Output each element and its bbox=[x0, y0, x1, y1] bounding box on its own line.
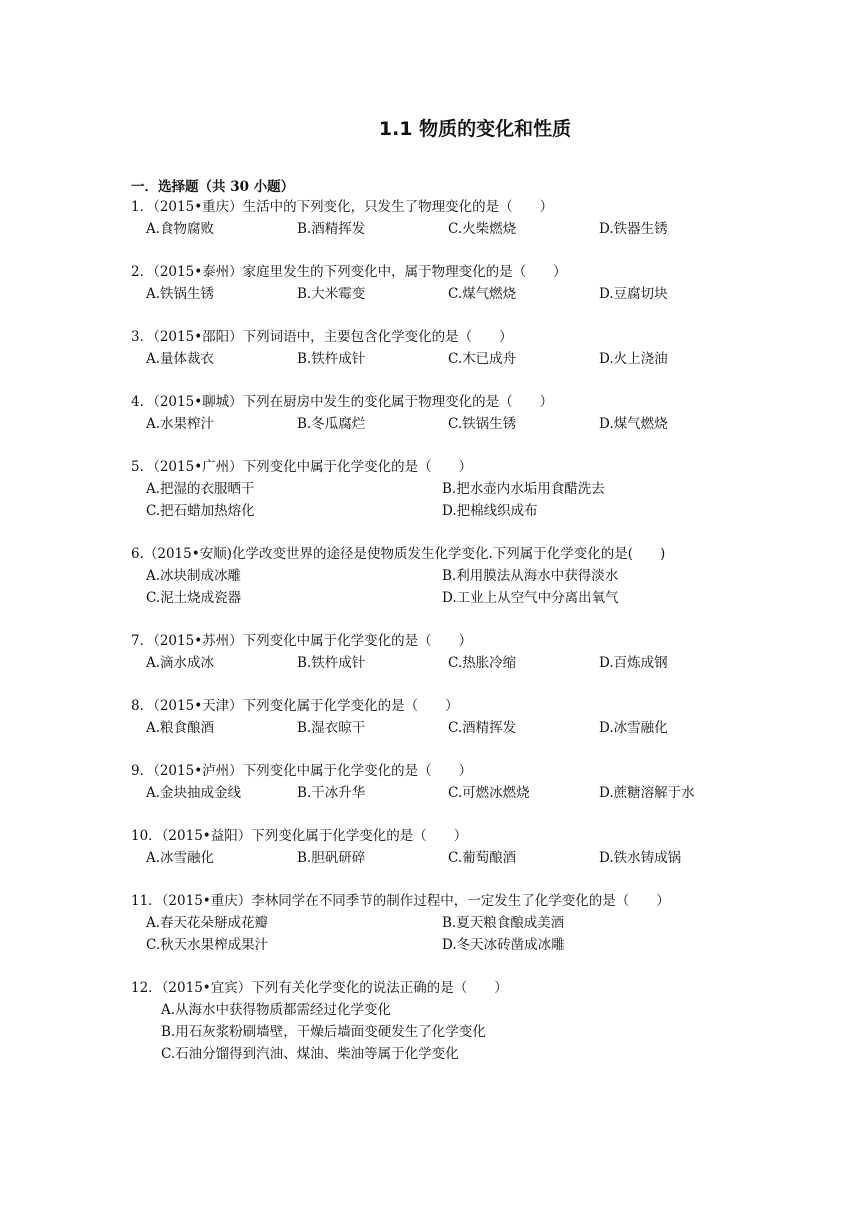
answer-option: B.用石灰浆粉刷墙壁，干燥后墙面变硬发生了化学变化 bbox=[161, 1024, 486, 1040]
answer-option: B.大米霉变 bbox=[297, 286, 366, 302]
answer-option: B.利用膜法从海水中获得淡水 bbox=[442, 568, 619, 584]
answer-option: A.滴水成冰 bbox=[146, 655, 215, 671]
question-6 bbox=[131, 543, 771, 609]
answer-option: D.铁器生锈 bbox=[599, 221, 668, 237]
answer-option: A.冰块制成冰雕 bbox=[146, 568, 242, 584]
answer-option: A.铁锅生锈 bbox=[146, 286, 215, 302]
answer-option: C.煤气燃烧 bbox=[448, 286, 517, 302]
answer-option: B.把水壶内水垢用食醋洗去 bbox=[442, 481, 605, 497]
option-group bbox=[131, 847, 771, 869]
answer-option: C.木已成舟 bbox=[448, 351, 517, 367]
option-group bbox=[131, 413, 771, 435]
answer-option: D.冰雪融化 bbox=[599, 720, 668, 736]
question-stem: 1．（2015•重庆）生活中的下列变化，只发生了物理变化的是（ ） bbox=[131, 199, 554, 215]
answer-option: C.秋天水果榨成果汁 bbox=[146, 937, 269, 953]
answer-option: A.食物腐败 bbox=[146, 221, 215, 237]
answer-option: B.夏天粮食酿成美酒 bbox=[442, 915, 565, 931]
question-stem: 6.（2015•安顺)化学改变世界的途径是使物质发生化学变化.下列属于化学变化的是( ) bbox=[131, 546, 666, 562]
question-stem: 5．（2015•广州）下列变化中属于化学变化的是（ ） bbox=[131, 459, 473, 475]
question-5 bbox=[131, 456, 771, 522]
answer-option: C.葡萄酿酒 bbox=[448, 850, 517, 866]
answer-option: C.可燃冰燃烧 bbox=[448, 785, 530, 801]
answer-option: C.泥土烧成瓷器 bbox=[146, 590, 242, 606]
question-stem: 7．（2015•苏州）下列变化中属于化学变化的是（ ） bbox=[131, 633, 473, 649]
answer-option: B.铁杵成针 bbox=[297, 351, 366, 367]
question-1 bbox=[131, 196, 771, 240]
answer-option: D.把棉线织成布 bbox=[442, 503, 538, 519]
question-stem: 8．（2015•天津）下列变化属于化学变化的是（ ） bbox=[131, 698, 459, 714]
answer-option: B.铁杵成针 bbox=[297, 655, 366, 671]
option-group bbox=[131, 478, 771, 522]
option-group bbox=[131, 218, 771, 240]
answer-option: C.把石蜡加热熔化 bbox=[146, 503, 255, 519]
answer-option: A.水果榨汁 bbox=[146, 416, 215, 432]
option-group bbox=[131, 348, 771, 370]
answer-option: A.粮食酿酒 bbox=[146, 720, 215, 736]
question-stem: 4．（2015•聊城）下列在厨房中发生的变化属于物理变化的是（ ） bbox=[131, 394, 554, 410]
answer-option: B.酒精挥发 bbox=[297, 221, 366, 237]
option-group bbox=[131, 283, 771, 305]
option-group bbox=[131, 999, 771, 1065]
question-11 bbox=[131, 890, 771, 956]
section-heading: 一．选择题（共 30 小题） bbox=[131, 179, 295, 195]
question-stem: 11．（2015•重庆）李林同学在不同季节的制作过程中，一定发生了化学变化的是（ ） bbox=[131, 893, 670, 909]
page-title: 1.1 物质的变化和性质 bbox=[378, 118, 572, 140]
question-stem: 2．（2015•泰州）家庭里发生的下列变化中，属于物理变化的是（ ） bbox=[131, 264, 567, 280]
question-stem: 10．（2015•益阳）下列变化属于化学变化的是（ ） bbox=[131, 828, 468, 844]
answer-option: C.火柴燃烧 bbox=[448, 221, 517, 237]
question-4 bbox=[131, 391, 771, 435]
option-group bbox=[131, 912, 771, 956]
question-stem: 9．（2015•泸州）下列变化中属于化学变化的是（ ） bbox=[131, 763, 473, 779]
option-group bbox=[131, 565, 771, 609]
answer-option: B.冬瓜腐烂 bbox=[297, 416, 366, 432]
answer-option: C.热胀冷缩 bbox=[448, 655, 517, 671]
answer-option: D.豆腐切块 bbox=[599, 286, 668, 302]
answer-option: A.冰雪融化 bbox=[146, 850, 215, 866]
answer-option: B.湿衣晾干 bbox=[297, 720, 366, 736]
option-group bbox=[131, 717, 771, 739]
question-stem: 3．（2015•邵阳）下列词语中，主要包含化学变化的是（ ） bbox=[131, 329, 513, 345]
answer-option: D.百炼成钢 bbox=[599, 655, 668, 671]
question-10 bbox=[131, 825, 771, 869]
answer-option: A.春天花朵掰成花瓣 bbox=[146, 915, 269, 931]
answer-option: B.干冰升华 bbox=[297, 785, 366, 801]
answer-option: D.冬天冰砖凿成冰雕 bbox=[442, 937, 565, 953]
option-group bbox=[131, 652, 771, 674]
question-8 bbox=[131, 695, 771, 739]
answer-option: D.蔗糖溶解于水 bbox=[599, 785, 695, 801]
answer-option: D.火上浇油 bbox=[599, 351, 668, 367]
answer-option: A.金块抽成金线 bbox=[146, 785, 242, 801]
answer-option: C.酒精挥发 bbox=[448, 720, 517, 736]
question-3 bbox=[131, 326, 771, 370]
answer-option: D.工业上从空气中分离出氧气 bbox=[442, 590, 619, 606]
answer-option: D.铁水铸成锅 bbox=[599, 850, 682, 866]
answer-option: C.铁锅生锈 bbox=[448, 416, 517, 432]
question-12 bbox=[131, 977, 771, 1065]
answer-option: A.把湿的衣服晒干 bbox=[146, 481, 255, 497]
answer-option: B.胆矾研碎 bbox=[297, 850, 366, 866]
question-7 bbox=[131, 630, 771, 674]
answer-option: A.量体裁衣 bbox=[146, 351, 215, 367]
question-9 bbox=[131, 760, 771, 804]
answer-option: D.煤气燃烧 bbox=[599, 416, 668, 432]
option-group bbox=[131, 782, 771, 804]
answer-option: C.石油分馏得到汽油、煤油、柴油等属于化学变化 bbox=[161, 1046, 459, 1062]
question-stem: 12．（2015•宜宾）下列有关化学变化的说法正确的是（ ） bbox=[131, 980, 508, 996]
question-2 bbox=[131, 261, 771, 305]
question-list bbox=[131, 196, 771, 1086]
answer-option: A.从海水中获得物质都需经过化学变化 bbox=[161, 1002, 392, 1018]
